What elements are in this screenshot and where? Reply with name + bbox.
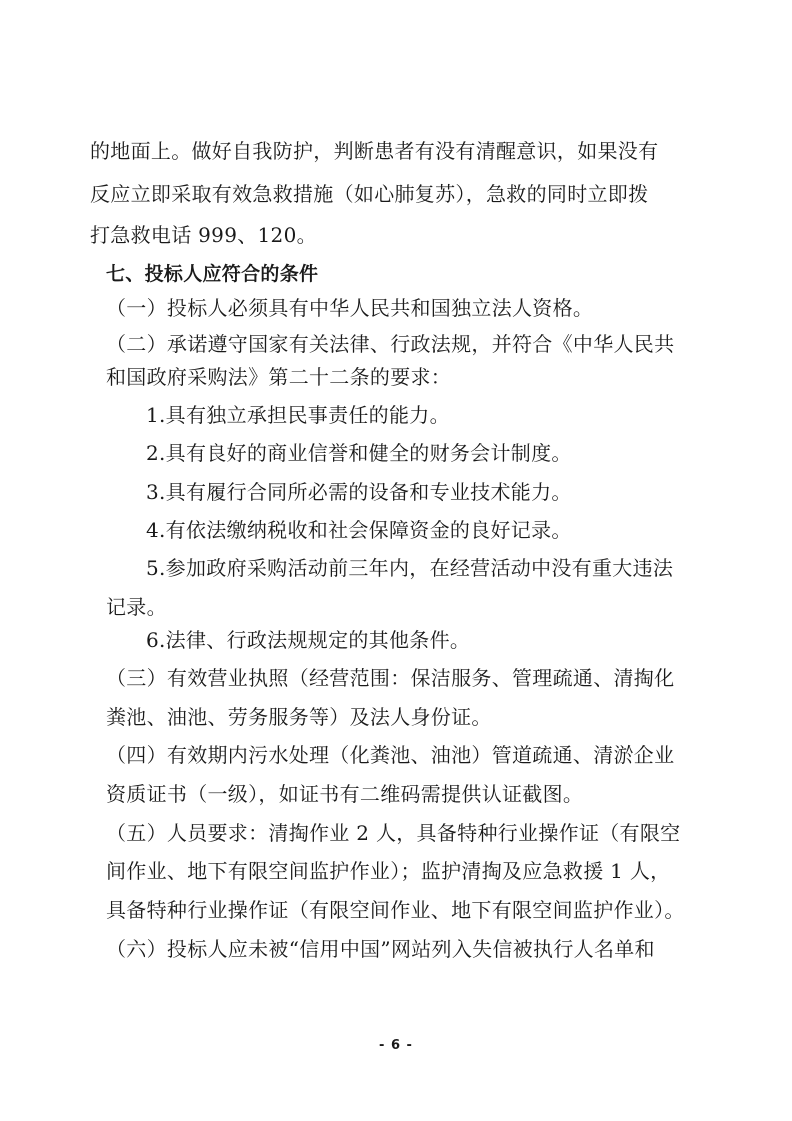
sub-item: 6.法律、行政法规规定的其他条件。 (146, 628, 471, 652)
requirement-item-continued: 具备特种行业操作证（有限空间作业、地下有限空间监护作业）。 (106, 898, 685, 922)
sub-item: 2.具有良好的商业信誉和健全的财务会计制度。 (146, 441, 572, 465)
sub-item: 4.有依法缴纳税收和社会保障资金的良好记录。 (146, 518, 572, 542)
requirement-item-continued: 和国政府采购法》第二十二条的要求： (106, 365, 452, 389)
requirement-item-continued: 间作业、地下有限空间监护作业）；监护清掏及应急救援 1 人， (106, 859, 671, 883)
requirement-item: （六）投标人应未被“信用中国”网站列入失信被执行人名单和 (106, 937, 655, 961)
requirement-item-continued: 资质证书（一级），如证书有二维码需提供认证截图。 (106, 782, 584, 806)
requirement-item: （五）人员要求：清掏作业 2 人，具备特种行业操作证（有限空 (106, 821, 681, 845)
sub-item-continued: 记录。 (106, 595, 167, 619)
sub-item: 1.具有独立承担民事责任的能力。 (146, 403, 450, 427)
requirement-item-continued: 粪池、油池、劳务服务等）及法人身份证。 (106, 705, 492, 729)
page-number: - 6 - (379, 1038, 413, 1053)
paragraph-line: 的地面上。做好自我防护，判断患者有没有清醒意识，如果没有 (90, 139, 659, 163)
paragraph-line: 反应立即采取有效急救措施（如心肺复苏），急救的同时立即拨 (90, 182, 649, 206)
requirement-item: （三）有效营业执照（经营范围：保洁服务、管理疏通、清掏化 (106, 666, 675, 690)
paragraph-line: 打急救电话 999、120。 (90, 223, 317, 247)
requirement-item: （一）投标人必须具有中华人民共和国独立法人资格。 (106, 296, 594, 320)
section-heading: 七、投标人应符合的条件 (106, 263, 319, 285)
sub-item: 3.具有履行合同所必需的设备和专业技术能力。 (146, 480, 572, 504)
sub-item: 5.参加政府采购活动前三年内，在经营活动中没有重大违法 (146, 556, 674, 580)
requirement-item: （二）承诺遵守国家有关法律、行政法规，并符合《中华人民共 (106, 332, 675, 356)
requirement-item: （四）有效期内污水处理（化粪池、油池）管道疏通、清淤企业 (106, 743, 675, 767)
